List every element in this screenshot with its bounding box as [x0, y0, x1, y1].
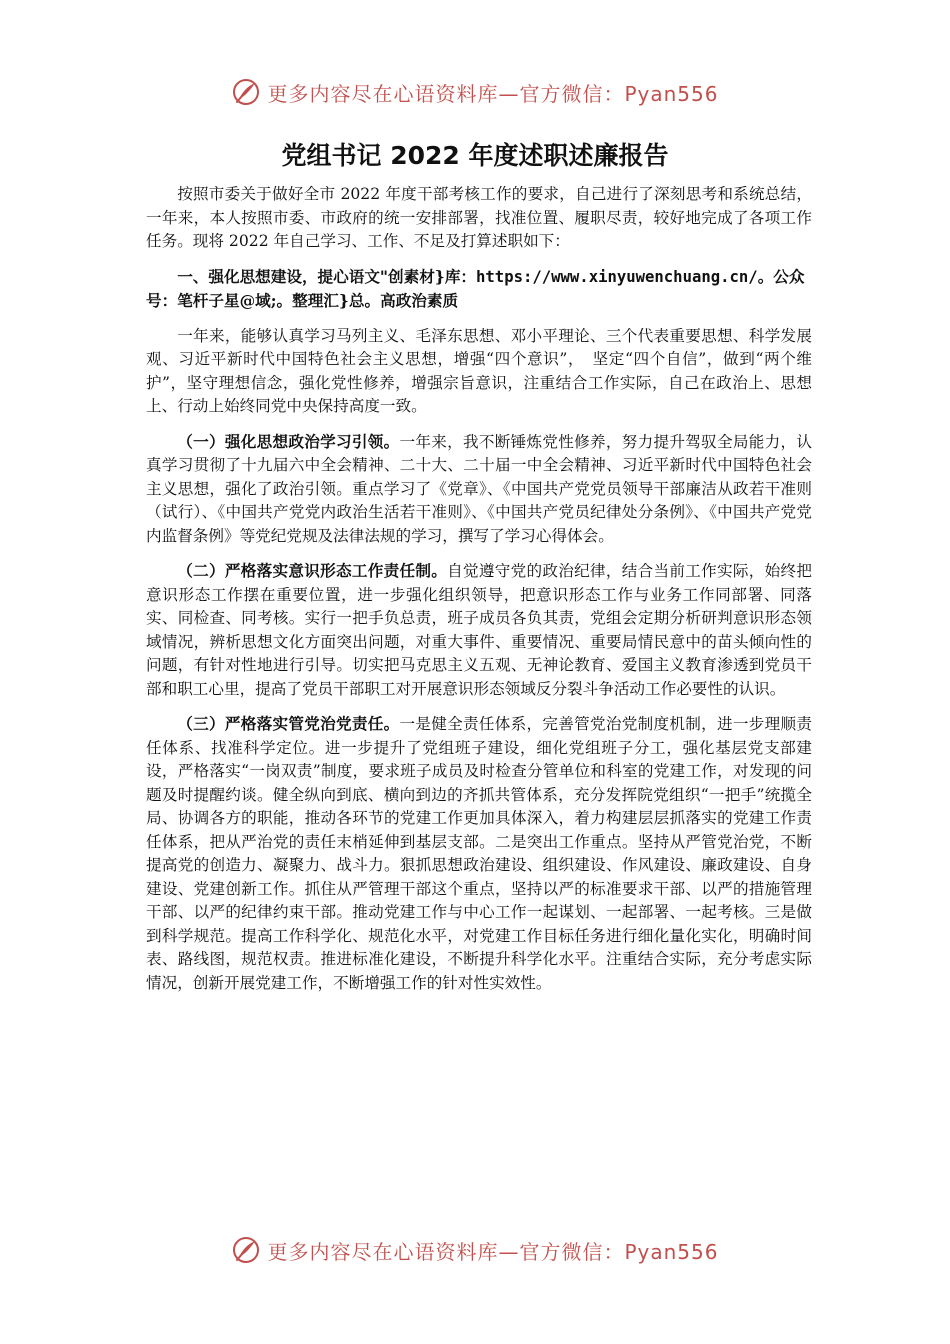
document-body — [146, 183, 812, 1006]
subsection-3-body: 一是健全责任体系，完善管党治党制度机制，进一步理顺责任体系、找准科学定位。进一步提升了党组班子建设，细化党组班子分工，强化基层党支部建设，严格落实“一岗双责”制度，要求班子成员及时检查分管单位和科室的党建工作，对发现的问题及时提醒约谈。健全纵向到底、横向到边的齐抓共管体系，充分发挥院党组织“一把手”统揽全局、协调各方的职能，推动各环节的党建工作更加具体深入，着力构建层层抓落实的党建工作责任体系，把从严治党的责任末梢延伸到基层支部。二是突出工作重点。坚持从严管党治党，不断提高党的创造力、凝聚力、战斗力。狠抓思想政治建设、组织建设、作风建设、廉政建设、自身建设、党建创新工作。抓住从严管理干部这个重点，坚持以严的标准要求干部、以严的措施管理干部、以严的纪律约束干部。推动党建工作与中心工作一起谋划、一起部署、一起考核。三是做到科学规范。提高工作科学化、规范化水平，对党建工作目标任务进行细化量化实化，明确时间表、路线图，规范权责。推进标准化建设，不断提升科学化水平。注重结合实际，充分考虑实际情况，创新开展党建工作，不断增强工作的针对性实效性。 — [146, 715, 812, 992]
section-1-heading-text-b: 。公众号：笔杆子星@域;。整理汇}总。高政治素质 — [146, 266, 805, 310]
section-1-heading-url: https://www.xinyuwenchuang.cn/ — [476, 267, 758, 286]
subsection-2-paragraph — [146, 559, 812, 701]
header-banner-text: 更多内容尽在心语资料库—官方微信：Pyan556 — [267, 81, 719, 106]
subsection-2-lead: （二）严格落实意识形态工作责任制。 — [177, 561, 448, 580]
page-title: 党组书记 2022 年度述职述廉报告 — [281, 141, 669, 170]
subsection-1-lead: （一）强化思想政治学习引领。 — [177, 431, 400, 451]
section-1-heading — [146, 265, 812, 313]
subsection-1-body: 一年来，我不断锤炼党性修养，努力提升驾驭全局能力，认真学习贯彻了十九届六中全会精神、二十大、二十届一中全会精神、习近平新时代中国特色社会主义思想，强化了政治引领。重点学习了《党章》、《中国共产党党员领导干部廉洁从政若干准则（试行）、《中国共产党党内政治生活若干准则》、《中国共产党员纪律处分条例》、《中国共产党党内监督条例》等党纪党规及法律法规的学习，撰写了学习心得体会。 — [146, 432, 812, 545]
header-banner — [0, 72, 950, 112]
section-1-heading-text-a: 一、强化思想建设，提心语文"创素材}库： — [177, 266, 477, 286]
subsection-2-body: 自觉遵守党的政治纪律，结合当前工作实际，始终把意识形态工作摆在重要位置，进一步强化组织领导，把意识形态工作与业务工作同部署、同落实、同检查、同考核。实行一把手负总责，班子成员各负其责，党组会定期分析研判意识形态领域情况，辨析思想文化方面突出问题，对重大事件、重要情况、重要局情民意中的苗头倾向性的问题，有针对性地进行引导。切实把马克思主义五观、无神论教育、爱国主义教育渗透到党员干部和职工心里，提高了党员干部职工对开展意识形态领域反分裂斗争活动工作必要性的认识。 — [146, 562, 812, 698]
footer-banner — [0, 1230, 950, 1270]
subsection-3-paragraph — [146, 712, 812, 995]
subsection-3-lead: （三）严格落实管党治党责任。 — [177, 714, 400, 733]
quill-logo-icon — [231, 1235, 261, 1265]
section-1-paragraph: 一年来，能够认真学习马列主义、毛泽东思想、邓小平理论、三个代表重要思想、科学发展观、习近平新时代中国特色社会主义思想，增强“四个意识”， 坚定“四个自信”，做到“两个维护”，坚守理想信念，强化党性修养，增强宗旨意识，注重结合工作实际，自己在政治上、思想上、行动上始终同党中央保持高度一致。 — [146, 326, 812, 415]
quill-logo-icon — [231, 77, 261, 107]
subsection-1-paragraph — [146, 430, 812, 549]
intro-paragraph: 按照市委关于做好全市 2022 年度干部考核工作的要求，自己进行了深刻思考和系统总结，一年来，本人按照市委、市政府的统一安排部署，找准位置、履职尽责，较好地完成了各项工作任务。现将 2022 年自己学习、工作、不足及打算述职如下： — [146, 185, 812, 250]
footer-banner-text: 更多内容尽在心语资料库—官方微信：Pyan556 — [267, 1239, 719, 1264]
